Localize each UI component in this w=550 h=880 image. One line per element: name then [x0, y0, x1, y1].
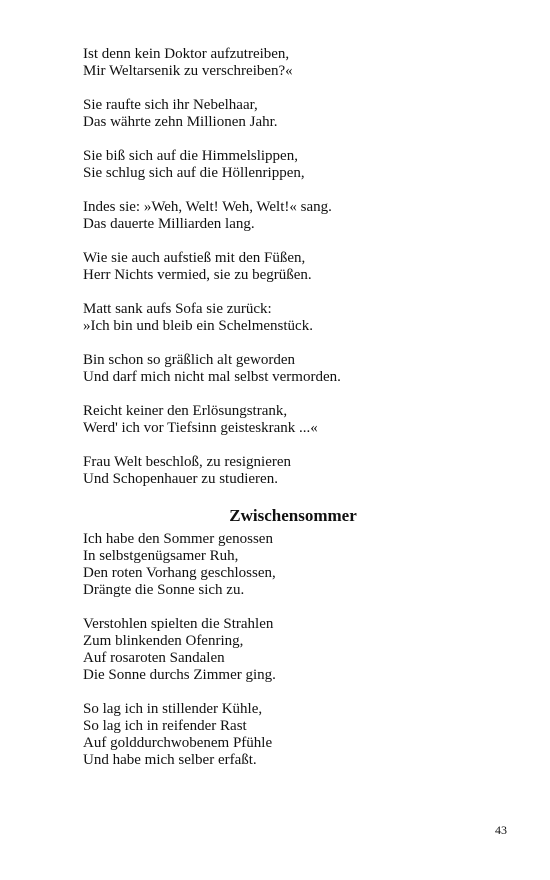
stanza: [83, 301, 473, 335]
verse-line: Bin schon so gräßlich alt geworden: [83, 352, 296, 368]
verse-line: Herr Nichts vermied, sie zu begrüßen.: [83, 267, 312, 283]
verse-line: Auf rosaroten Sandalen: [83, 650, 225, 666]
verse-line: Sie schlug sich auf die Höllenrippen,: [83, 165, 305, 181]
verse-line: Ist denn kein Doktor aufzutreiben,: [83, 46, 290, 62]
stanza: [83, 403, 473, 437]
verse-line: In selbstgenügsamer Ruh,: [83, 548, 239, 564]
stanza: [83, 616, 473, 684]
verse-line: So lag ich in reifender Rast: [83, 718, 247, 734]
poem-title: Zwischensommer: [229, 506, 357, 525]
page-number: 43: [495, 823, 507, 837]
stanza: [83, 199, 473, 233]
page-content: [83, 46, 473, 786]
stanza: [83, 46, 473, 80]
verse-line: Und habe mich selber erfaßt.: [83, 752, 257, 768]
verse-line: Reicht keiner den Erlösungstrank,: [83, 403, 288, 419]
stanza: [83, 454, 473, 488]
verse-line: Drängte die Sonne sich zu.: [83, 582, 245, 598]
stanza: [83, 97, 473, 131]
verse-line: Den roten Vorhang geschlossen,: [83, 565, 276, 581]
verse-line: Und darf mich nicht mal selbst vermorden.: [83, 369, 341, 385]
verse-line: Und Schopenhauer zu studieren.: [83, 471, 278, 487]
stanza: [83, 250, 473, 284]
stanza: [83, 352, 473, 386]
stanza: [83, 148, 473, 182]
stanza: [83, 701, 473, 769]
verse-line: Sie biß sich auf die Himmelslippen,: [83, 148, 298, 164]
verse-line: Mir Weltarsenik zu verschreiben?«: [83, 63, 293, 79]
verse-line: Das währte zehn Millionen Jahr.: [83, 114, 278, 130]
verse-line: Wie sie auch aufstieß mit den Füßen,: [83, 250, 306, 266]
verse-line: Werd' ich vor Tiefsinn geisteskrank ...«: [83, 420, 318, 436]
verse-line: Frau Welt beschloß, zu resignieren: [83, 454, 292, 470]
verse-line: Auf golddurchwobenem Pfühle: [83, 735, 273, 751]
poem-continuation: [83, 46, 473, 488]
stanza: [83, 531, 473, 599]
poem-zwischensommer: [83, 531, 473, 769]
verse-line: Ich habe den Sommer genossen: [83, 531, 273, 547]
verse-line: »Ich bin und bleib ein Schelmenstück.: [83, 318, 313, 334]
verse-line: Matt sank aufs Sofa sie zurück:: [83, 301, 272, 317]
verse-line: Das dauerte Milliarden lang.: [83, 216, 255, 232]
verse-line: Verstohlen spielten die Strahlen: [83, 616, 274, 632]
verse-line: Indes sie: »Weh, Welt! Weh, Welt!« sang.: [83, 199, 332, 215]
verse-line: Zum blinkenden Ofenring,: [83, 633, 244, 649]
verse-line: Die Sonne durchs Zimmer ging.: [83, 667, 276, 683]
verse-line: Sie raufte sich ihr Nebelhaar,: [83, 97, 258, 113]
verse-line: So lag ich in stillender Kühle,: [83, 701, 263, 717]
